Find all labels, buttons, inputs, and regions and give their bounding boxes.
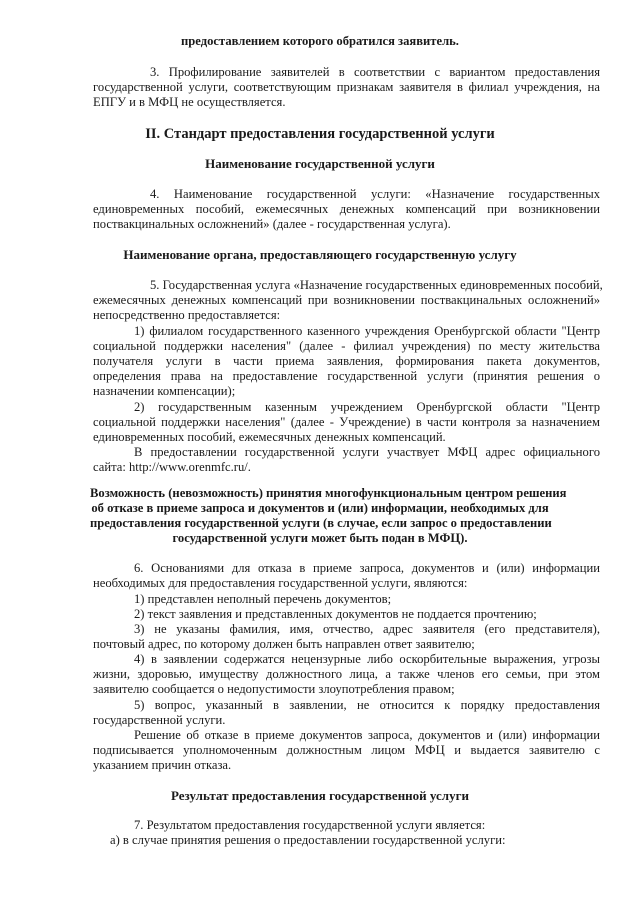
paragraph-5-line: непосредственно предоставляется: (93, 308, 281, 322)
paragraph-6-line: 1) представлен неполный перечень документов; (134, 592, 392, 606)
paragraph-3-line: 3. Профилирование заявителей в соответствии с вариантом предоставления (150, 65, 600, 79)
paragraph-6-line: 4) в заявлении содержатся нецензурные либо оскорбительные выражения, угрозы (134, 652, 600, 666)
paragraph-6-line: 6. Основаниями для отказа в приеме запроса, документов и (или) информации (134, 561, 600, 575)
paragraph-5-line: социальной поддержки населения" (далее - филиал учреждения) по месту жительства (93, 339, 600, 353)
paragraph-4-line: единовременных пособий, ежемесячных денежных компенсаций при возникновении (93, 202, 600, 216)
paragraph-7-line: а) в случае принятия решения о предоставлении государственной услуги: (110, 833, 506, 847)
paragraph-5-line: единовременных пособий, ежемесячных денежных компенсаций. (93, 430, 446, 444)
heading-mfc-line: об отказе в приеме запроса и документов и (или) информации, необходимых для (91, 501, 549, 515)
paragraph-6-line: 3) не указаны фамилия, имя, отчество, адрес заявителя (его представителя), (134, 622, 600, 636)
heading-service-name: Наименование государственной услуги (205, 156, 435, 171)
heading-mfc-line: государственной услуги может быть подан в МФЦ). (172, 531, 468, 545)
paragraph-5-line: социальной поддержки населения" (далее - Учреждение) в части контроля за назначением (93, 415, 600, 429)
paragraph-4-line: 4. Наименование государственной услуги: «Назначение государственных (150, 187, 600, 201)
section-title: II. Стандарт предоставления государственной услуги (145, 126, 495, 142)
paragraph-5-line: В предоставлении государственной услуги участвует МФЦ адрес официального (134, 445, 600, 459)
paragraph-6-line: 2) текст заявления и представленных документов не поддается прочтению; (134, 607, 537, 621)
heading-result: Результат предоставления государственной услуги (171, 788, 469, 803)
paragraph-5-line: назначении компенсации); (93, 384, 236, 398)
heading-mfc-line: Возможность (невозможность) принятия многофункциональным центром решения (90, 486, 567, 500)
paragraph-3-line: государственной услуги, соответствующим признакам заявителя в филиал учреждения, на (93, 80, 600, 94)
paragraph-6-line: государственной услуги. (93, 713, 226, 727)
paragraph-5-line: 5. Государственная услуга «Назначение государственных единовременных пособий, (150, 278, 603, 292)
paragraph-6-line: жизни, здоровью, имуществу должностного лица, а также членов его семьи, при этом (93, 667, 600, 681)
paragraph-6-line: 5) вопрос, указанный в заявлении, не относится к порядку предоставления (134, 698, 600, 712)
paragraph-6-line: заявителю сообщается о недопустимости злоупотребления правом; (93, 682, 455, 696)
paragraph-5-line: получателя услуги в части приема заявления, формирования пакета документов, (93, 354, 600, 368)
paragraph-5-line: 1) филиалом государственного казенного учреждения Оренбургской области "Центр (134, 324, 600, 338)
paragraph-6-line: Решение об отказе в приеме документов запроса, документов и (или) информации (134, 728, 600, 742)
heading-mfc-line: предоставления государственной услуги (в случае, если запрос о предоставлении (90, 516, 552, 530)
paragraph-5-line: сайта: http://www.orenmfc.ru/. (93, 460, 251, 474)
paragraph-6-line: почтовый адрес, по которому должен быть направлен ответ заявителю; (93, 637, 475, 651)
paragraph-7-line: 7. Результатом предоставления государственной услуги является: (134, 818, 486, 832)
heading-organ: Наименование органа, предоставляющего государственную услугу (123, 247, 517, 262)
paragraph-3-line: ЕПГУ и в МФЦ не осуществляется. (93, 95, 286, 109)
continuation-line: предоставлением которого обратился заявитель. (181, 34, 459, 48)
paragraph-6-line: указанием причин отказа. (93, 758, 232, 772)
paragraph-5-line: 2) государственным казенным учреждением Оренбургской области "Центр (134, 400, 600, 414)
paragraph-5-line: ежемесячных денежных компенсаций при возникновении поствакцинальных осложнений» (93, 293, 600, 307)
paragraph-5-line: определения права на предоставление государственной услуги (принятия решения о (93, 369, 600, 383)
paragraph-4-line: поствакцинальных осложнений» (далее - государственная услуга). (93, 217, 451, 231)
paragraph-6-line: подписывается уполномоченным должностным лицом МФЦ и выдается заявителю с (93, 743, 600, 757)
paragraph-6-line: необходимых для предоставления государственной услуги, являются: (93, 576, 468, 590)
